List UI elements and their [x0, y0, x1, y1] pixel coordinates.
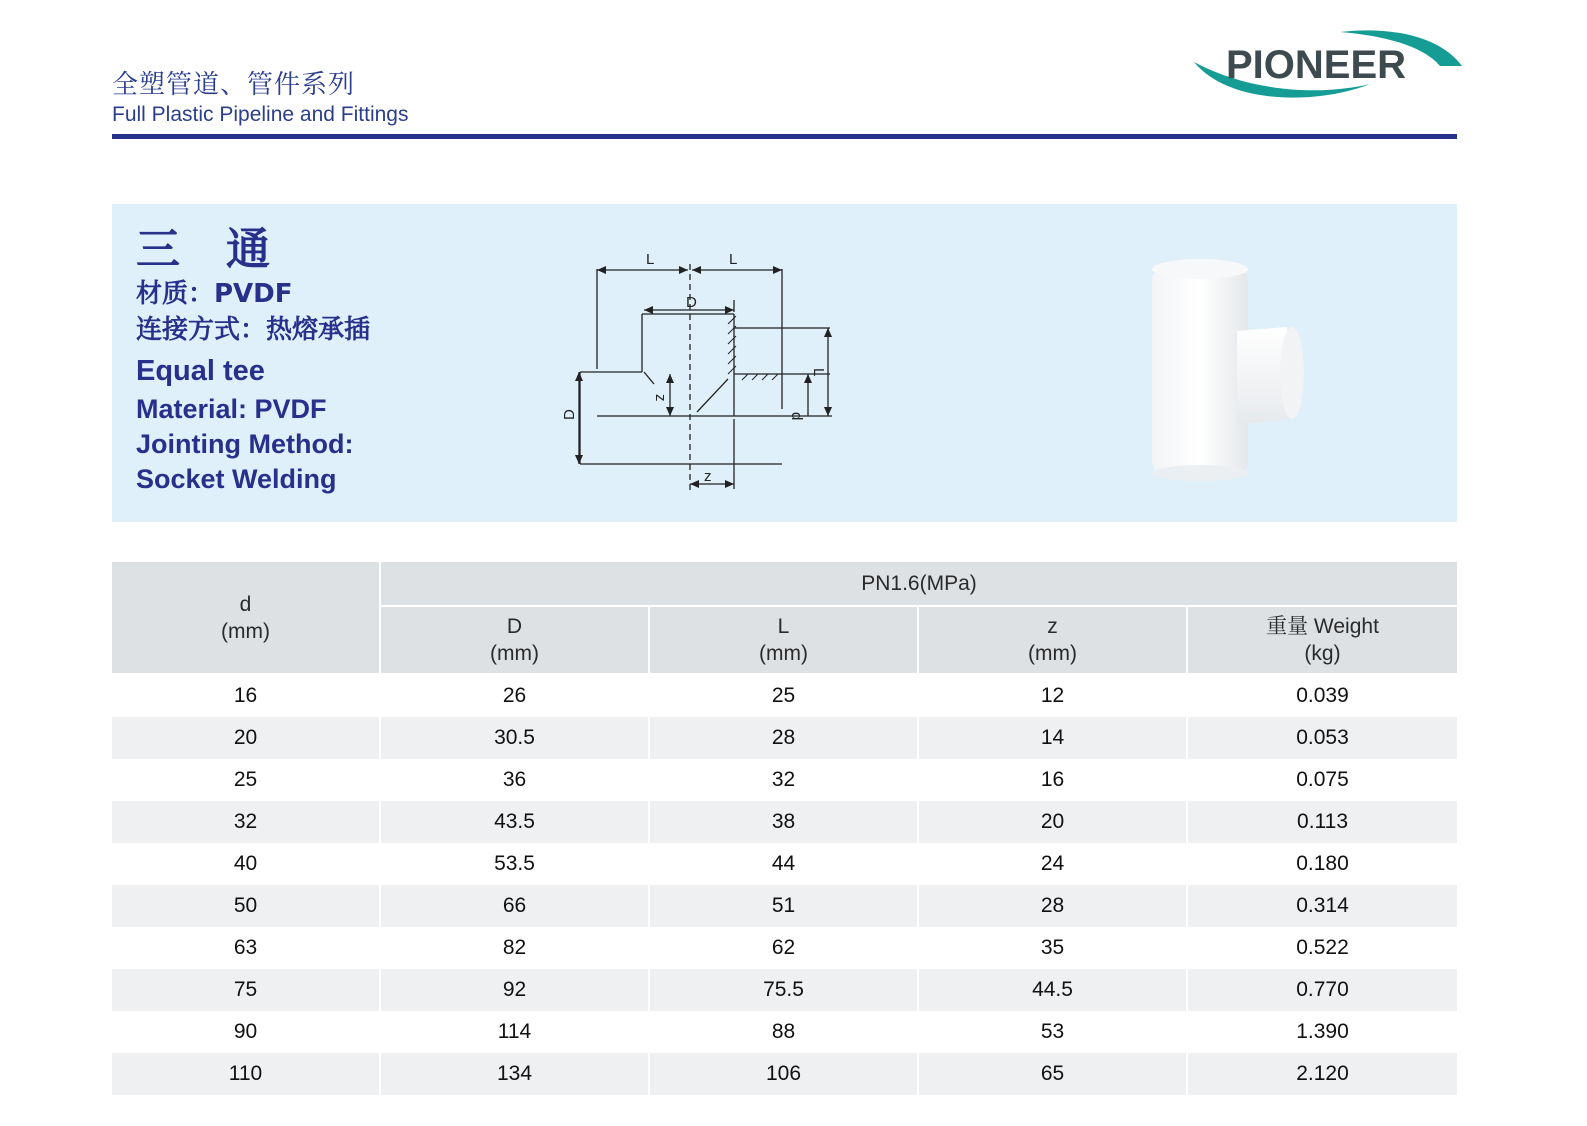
table-row — [112, 843, 1457, 885]
cell-weight: 2.120 — [1187, 1053, 1457, 1095]
cell-d: 32 — [112, 801, 380, 843]
cell-weight: 0.075 — [1187, 759, 1457, 801]
header-divider — [112, 134, 1457, 139]
table-row — [112, 885, 1457, 927]
cell-weight: 0.770 — [1187, 969, 1457, 1011]
cell-z: 53 — [918, 1011, 1187, 1053]
dim-label-L-right: L — [729, 251, 738, 268]
product-info-panel — [112, 204, 1457, 522]
cell-z: 14 — [918, 717, 1187, 759]
product-name-en: Equal tee — [136, 355, 265, 387]
cell-d: 63 — [112, 927, 380, 969]
col-header-z — [918, 606, 1187, 674]
col-header-d-name: d — [239, 592, 252, 616]
cell-L: 106 — [649, 1053, 918, 1095]
table-row — [112, 1011, 1457, 1053]
cell-d: 20 — [112, 717, 380, 759]
cell-L: 25 — [649, 674, 918, 717]
cell-z: 12 — [918, 674, 1187, 717]
cell-z: 44.5 — [918, 969, 1187, 1011]
cell-L: 32 — [649, 759, 918, 801]
product-description — [136, 224, 370, 497]
table-row — [112, 717, 1457, 759]
dim-label-D-top: D — [686, 294, 697, 311]
material-en: Material: PVDF — [136, 394, 327, 424]
dim-label-L-side: L — [810, 368, 827, 377]
cell-L: 44 — [649, 843, 918, 885]
col-header-L — [649, 606, 918, 674]
table-row — [112, 927, 1457, 969]
cell-L: 75.5 — [649, 969, 918, 1011]
cell-D: 92 — [380, 969, 649, 1011]
cell-z: 24 — [918, 843, 1187, 885]
table-row — [112, 1053, 1457, 1095]
col-header-z-unit: (mm) — [1028, 642, 1077, 665]
col-header-z-name: z — [1047, 615, 1058, 638]
cell-z: 28 — [918, 885, 1187, 927]
cell-z: 16 — [918, 759, 1187, 801]
col-header-D-unit: (mm) — [490, 642, 539, 665]
col-header-L-name: L — [777, 615, 790, 638]
cell-L: 38 — [649, 801, 918, 843]
cell-D: 30.5 — [380, 717, 649, 759]
col-header-d-unit: (mm) — [221, 619, 270, 643]
table-row — [112, 759, 1457, 801]
dim-label-D-side: D — [561, 409, 578, 420]
table-row — [112, 969, 1457, 1011]
cell-D: 114 — [380, 1011, 649, 1053]
cell-weight: 0.053 — [1187, 717, 1457, 759]
cell-D: 43.5 — [380, 801, 649, 843]
cell-d: 110 — [112, 1053, 380, 1095]
cell-weight: 0.039 — [1187, 674, 1457, 717]
cell-D: 82 — [380, 927, 649, 969]
dim-label-z-inner: z — [652, 394, 669, 402]
cell-weight: 0.314 — [1187, 885, 1457, 927]
cell-d: 90 — [112, 1011, 380, 1053]
dim-label-L-left: L — [646, 251, 655, 268]
col-header-d — [112, 562, 380, 674]
cell-L: 51 — [649, 885, 918, 927]
cell-weight: 0.113 — [1187, 801, 1457, 843]
dim-label-d: d — [788, 412, 805, 421]
cell-D: 26 — [380, 674, 649, 717]
cell-d: 16 — [112, 674, 380, 717]
tee-fitting-photo — [1127, 249, 1357, 489]
cell-L: 28 — [649, 717, 918, 759]
cell-weight: 0.180 — [1187, 843, 1457, 885]
col-header-weight — [1187, 606, 1457, 674]
cell-d: 25 — [112, 759, 380, 801]
cell-weight: 0.522 — [1187, 927, 1457, 969]
logo-text: PIONEER — [1226, 43, 1407, 87]
cell-D: 66 — [380, 885, 649, 927]
product-name-cn: 三通 — [136, 224, 316, 275]
pioneer-logo — [1190, 26, 1465, 102]
material-cn: 材质：PVDF — [136, 279, 293, 309]
jointing-method-cn: 连接方式：热熔承插 — [136, 315, 371, 345]
header-title-en: Full Plastic Pipeline and Fittings — [112, 103, 409, 126]
col-group-pressure: PN1.6(MPa) — [380, 562, 1457, 606]
table-row — [112, 674, 1457, 717]
cell-d: 50 — [112, 885, 380, 927]
col-header-weight-name: 重量 Weight — [1266, 615, 1379, 638]
col-header-L-unit: (mm) — [759, 642, 808, 665]
cell-D: 134 — [380, 1053, 649, 1095]
cell-z: 20 — [918, 801, 1187, 843]
table-row — [112, 801, 1457, 843]
cell-z: 35 — [918, 927, 1187, 969]
cell-L: 62 — [649, 927, 918, 969]
header-title-cn: 全塑管道、管件系列 — [112, 70, 356, 100]
cell-weight: 1.390 — [1187, 1011, 1457, 1053]
col-header-D-name: D — [506, 615, 523, 638]
col-header-D — [380, 606, 649, 674]
tee-technical-drawing — [552, 244, 852, 504]
cell-D: 53.5 — [380, 843, 649, 885]
cell-d: 40 — [112, 843, 380, 885]
cell-z: 65 — [918, 1053, 1187, 1095]
jointing-method-en: Jointing Method: — [136, 429, 354, 459]
cell-d: 75 — [112, 969, 380, 1011]
jointing-method-en-value: Socket Welding — [136, 464, 337, 494]
col-header-weight-unit: (kg) — [1304, 642, 1341, 665]
cell-L: 88 — [649, 1011, 918, 1053]
cell-D: 36 — [380, 759, 649, 801]
spec-table — [112, 562, 1457, 1095]
dim-label-z-bottom: z — [704, 468, 712, 485]
